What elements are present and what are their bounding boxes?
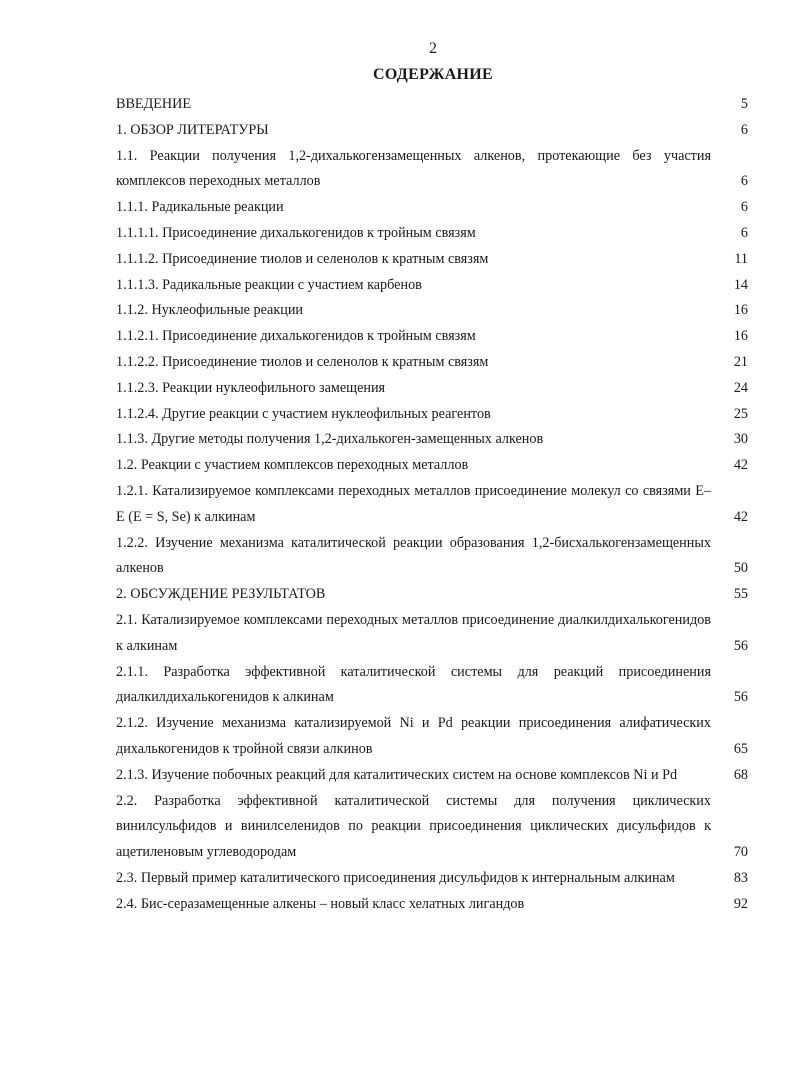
- table-of-contents: [116, 92, 748, 918]
- toc-entry: [116, 660, 748, 712]
- toc-entry-text: 1. ОБЗОР ЛИТЕРАТУРЫ: [116, 121, 269, 138]
- toc-entry-text: 1.1.1.3. Радикальные реакции с участием карбенов: [116, 276, 422, 293]
- toc-entry-page: 42: [733, 457, 748, 474]
- toc-entry: [116, 479, 748, 531]
- toc-entry-page: 83: [733, 869, 748, 886]
- toc-entry: [116, 582, 748, 608]
- toc-entry-text: 2.4. Бис-серазамещенные алкены – новый класс хелатных лигандов: [116, 895, 525, 912]
- toc-entry-text: 2. ОБСУЖДЕНИЕ РЕЗУЛЬТАТОВ: [116, 586, 326, 603]
- toc-entry-text: 2.1.1. Разработка эффективной каталитической системы для реакций присоединения диалкилдихалькогенидов к алкинам: [116, 663, 711, 706]
- toc-entry: [116, 324, 748, 350]
- toc-entry: [116, 118, 748, 144]
- toc-entry: [116, 221, 748, 247]
- toc-entry: [116, 608, 748, 660]
- toc-entry-text: 2.3. Первый пример каталитического присоединения дисульфидов к интернальным алкинам: [116, 869, 675, 886]
- toc-entry-page: 55: [733, 586, 748, 603]
- toc-entry-page: 56: [733, 637, 748, 654]
- toc-entry-text: 2.1.2. Изучение механизма катализируемой Ni и Pd реакции присоединения алифатических дихалькогенидов к тройной связи алкинов: [116, 715, 711, 757]
- page-number: 2: [429, 40, 437, 57]
- toc-entry: [116, 453, 748, 479]
- toc-entry-text: 1.1.1.1. Присоединение дихалькогенидов к тройным связям: [116, 224, 476, 241]
- toc-entry-page: 50: [733, 560, 748, 577]
- toc-entry-page: 16: [733, 302, 748, 319]
- toc-entry: [116, 92, 748, 118]
- toc-entry-text: 2.2. Разработка эффективной каталитической системы для получения циклических винилсульфидов и винилселенидов по реакции присоединения циклических дисульфидов к ацетиленовым углеводородам: [116, 792, 711, 861]
- toc-entry-page: 16: [733, 328, 748, 345]
- toc-entry: [116, 195, 748, 221]
- toc-entry-text: 1.1.2.3. Реакции нуклеофильного замещения: [116, 379, 386, 396]
- toc-entry-page: 5: [740, 96, 748, 112]
- toc-entry-page: 6: [740, 121, 748, 138]
- toc-entry-page: 65: [733, 740, 748, 757]
- toc-entry: [116, 866, 748, 892]
- toc-entry: [116, 531, 748, 583]
- toc-entry: [116, 789, 748, 866]
- toc-entry-page: 56: [733, 689, 748, 706]
- toc-entry: [116, 892, 748, 918]
- toc-entry-text: 1.1. Реакции получения 1,2-дихалькогензамещенных алкенов, протекающие без участия комплексов переходных металлов: [116, 147, 711, 190]
- toc-entry-text: 2.1. Катализируемое комплексами переходных металлов присоединение диалкилдихалькогенидов к алкинам: [116, 611, 711, 654]
- toc-entry-page: 14: [733, 276, 748, 293]
- toc-entry-text: 2.1.3. Изучение побочных реакций для каталитических систем на основе комплексов Ni и Pd: [116, 766, 678, 783]
- toc-entry-page: 24: [733, 379, 748, 396]
- toc-entry-page: 6: [740, 173, 748, 190]
- toc-entry-page: 42: [733, 508, 748, 525]
- toc-entry: [116, 376, 748, 402]
- toc-entry-text: 1.1.1. Радикальные реакции: [116, 199, 284, 216]
- toc-entry-text: 1.1.2.4. Другие реакции с участием нуклеофильных реагентов: [116, 405, 491, 422]
- toc-entry-page: 30: [733, 431, 748, 448]
- toc-entry-page: 21: [733, 353, 748, 370]
- toc-entry-page: 92: [733, 895, 748, 912]
- toc-entry: [116, 144, 748, 196]
- toc-entry-text: 1.1.1.2. Присоединение тиолов и селенолов к кратным связям: [116, 250, 489, 267]
- page-title: СОДЕРЖАНИЕ: [372, 66, 494, 83]
- toc-entry: [116, 711, 748, 763]
- toc-entry: [116, 427, 748, 453]
- toc-entry: [116, 298, 748, 324]
- toc-entry: [116, 402, 748, 428]
- toc-entry-page: 6: [740, 224, 748, 241]
- toc-entry-text: ВВЕДЕНИЕ: [116, 96, 192, 112]
- toc-entry-text: 1.2.1. Катализируемое комплексами переходных металлов присоединение молекул со связями E–E (E = S, Se) к алкинам: [116, 482, 711, 525]
- toc-entry-page: 70: [733, 844, 748, 861]
- toc-entry-page: 11: [734, 250, 748, 267]
- toc-entry-text: 1.1.2.1. Присоединение дихалькогенидов к тройным связям: [116, 328, 476, 345]
- toc-entry-page: 68: [733, 766, 748, 783]
- toc-entry-page: 25: [733, 405, 748, 422]
- toc-entry: [116, 273, 748, 299]
- toc-entry-text: 1.1.3. Другие методы получения 1,2-дихалькоген-замещенных алкенов: [116, 431, 544, 448]
- toc-entry-text: 1.2. Реакции с участием комплексов переходных металлов: [116, 457, 469, 474]
- toc-entry-text: 1.1.2.2. Присоединение тиолов и селенолов к кратным связям: [116, 353, 489, 370]
- toc-entry-page: 6: [740, 199, 748, 216]
- toc-entry-text: 1.2.2. Изучение механизма каталитической реакции образования 1,2-бисхалькогензамещенных алкенов: [116, 534, 711, 577]
- toc-entry: [116, 247, 748, 273]
- toc-entry: [116, 763, 748, 789]
- toc-entry-text: 1.1.2. Нуклеофильные реакции: [116, 302, 304, 319]
- toc-entry: [116, 350, 748, 376]
